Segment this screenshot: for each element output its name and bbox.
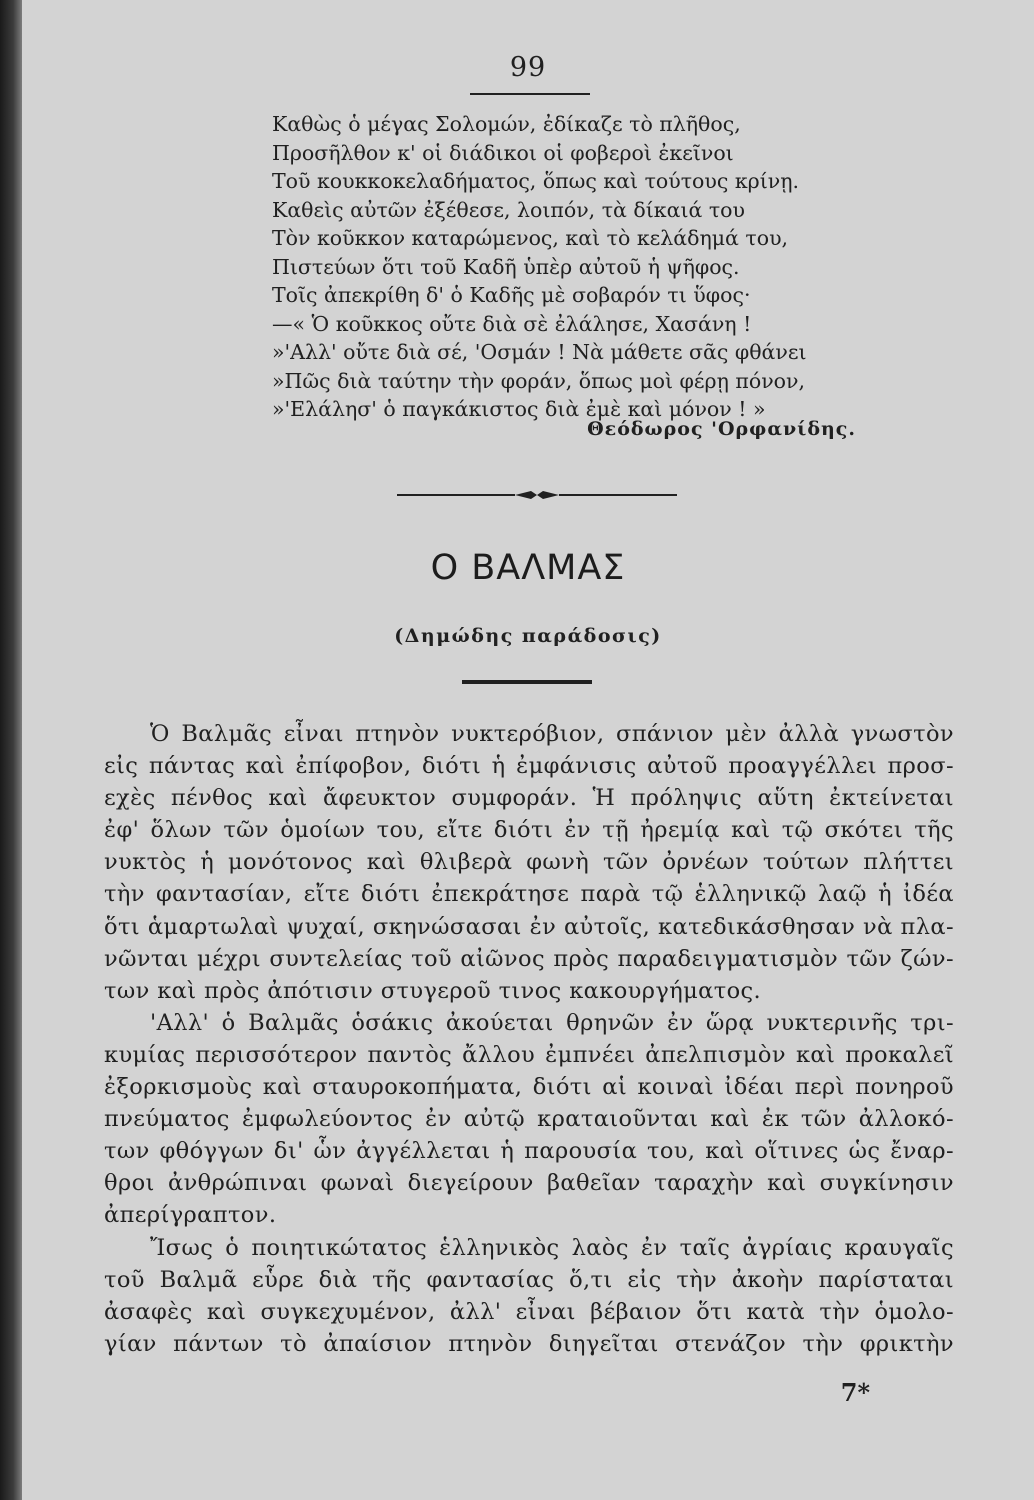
paragraph-line: κυμίας περισσότερον παντὸς ἄλλου ἐμπνέει ἀπελπισμὸν καὶ προκαλεῖ bbox=[104, 1041, 954, 1068]
paragraph-line: των φθόγγων δι' ὧν ἀγγέλλεται ἡ παρουσία του, καὶ οἵτινες ὡς ἔναρ- bbox=[104, 1138, 954, 1165]
poem-line: Καθεὶς αὐτῶν ἐξέθεσε, λοιπόν, τὰ δίκαιά του bbox=[272, 197, 745, 222]
paragraph-line: εἰς πάντας καὶ ἐπίφοβον, διότι ἡ ἐμφάνισις αὐτοῦ προαγγέλλει προσ- bbox=[104, 753, 954, 780]
page-number: 99 bbox=[509, 52, 547, 83]
page-number-rule bbox=[470, 93, 590, 95]
poem-block bbox=[272, 110, 892, 424]
paragraph-line: 'Αλλ' ὁ Βαλμᾶς ὁσάκις ἀκούεται θρηνῶν ἐν ὥρᾳ νυκτερινῆς τρι- bbox=[150, 1009, 954, 1036]
paragraph-line: τὴν φαντασίαν, εἴτε διότι ἐπεκράτησε παρὰ τῷ ἑλληνικῷ λαῷ ἡ ἰδέα bbox=[104, 881, 954, 908]
poem-line: Τοῖς ἀπεκρίθη δ' ὁ Καδῆς μὲ σοβαρόν τι ὕφος· bbox=[272, 283, 751, 307]
paragraph-line: ἀπερίγραπτον. bbox=[104, 1202, 277, 1229]
paragraph-line: ἐξορκισμοὺς καὶ σταυροκοπήματα, διότι αἱ κοιναὶ ἰδέαι περὶ πονηροῦ bbox=[104, 1074, 954, 1101]
book-spine-edge bbox=[0, 0, 22, 1500]
paragraph-line: ὅτι ἁμαρτωλαὶ ψυχαί, σκηνώσασαι ἐν αὐτοῖς, κατεδικάσθησαν νὰ πλα- bbox=[104, 913, 954, 940]
poem-line: »'Αλλ' οὔτε διὰ σέ, 'Οσμάν ! Νὰ μάθετε σᾶς φθάνει bbox=[272, 340, 807, 364]
paragraph-line: Ὁ Βαλμᾶς εἶναι πτηνὸν νυκτερόβιον, σπάνιον μὲν ἀλλὰ γνωστὸν bbox=[150, 721, 954, 747]
paragraph-line: Ἴσως ὁ ποιητικώτατος ἑλληνικὸς λαὸς ἐν ταῖς ἀγρίαις κραυγαῖς bbox=[150, 1234, 954, 1261]
poem-line: »'Ελάλησ' ὁ παγκάκιστος διὰ ἐμὲ καὶ μόνον ! » bbox=[272, 397, 766, 421]
signature-mark: 7* bbox=[840, 1378, 870, 1407]
article-body bbox=[104, 718, 954, 1360]
paragraph-line: ἀσαφὲς καὶ συγκεχυμένον, ἀλλ' εἶναι βέβαιον ὅτι κατὰ τὴν ὁμολο- bbox=[104, 1298, 954, 1325]
paragraph-line: τοῦ Βαλμᾶ εὗρε διὰ τῆς φαντασίας ὅ,τι εἰς τὴν ἀκοὴν παρίσταται bbox=[104, 1266, 954, 1293]
poem-line: —« Ὁ κοῦκκος οὔτε διὰ σὲ ἐλάλησε, Χασάνη ! bbox=[272, 311, 752, 336]
paragraph-line: γίαν πάντων τὸ ἀπαίσιον πτηνὸν διηγεῖται στενάζον τὴν φρικτὴν bbox=[104, 1330, 954, 1357]
poem-author: Θεόδωρος 'Ορφανίδης. bbox=[587, 418, 856, 440]
section-divider-ornament bbox=[397, 488, 677, 502]
title-rule bbox=[462, 680, 592, 684]
section-subtitle: (Δημώδης παράδοσις) bbox=[394, 625, 662, 647]
section-title: Ο ΒΑΛΜΑΣ bbox=[430, 548, 626, 588]
paragraph-line: νῶνται μέχρι συντελείας τοῦ αἰῶνος πρὸς παραδειγματισμὸν τῶν ζών- bbox=[104, 945, 954, 972]
poem-line: Πιστεύων ὅτι τοῦ Καδῆ ὑπὲρ αὐτοῦ ἡ ψῆφος. bbox=[272, 254, 740, 279]
scanned-page bbox=[22, 0, 1034, 1500]
poem-line: Καθὼς ὁ μέγας Σολομών, ἐδίκαζε τὸ πλῆθος, bbox=[272, 112, 741, 136]
paragraph-line: εχὲς πένθος καὶ ἄφευκτον συμφοράν. Ἡ πρόληψις αὕτη ἐκτείνεται bbox=[104, 785, 954, 812]
paragraph-line: πνεύματος ἐμφωλεύοντος ἐν αὐτῷ κραταιοῦνται καὶ ἐκ τῶν ἀλλοκό- bbox=[104, 1106, 954, 1133]
paragraph-line: νυκτὸς ἡ μονότονος καὶ θλιβερὰ φωνὴ τῶν ὀρνέων τούτων πλήττει bbox=[104, 849, 954, 876]
poem-line: Τοῦ κουκκοκελαδήματος, ὅπως καὶ τούτους κρίνῃ. bbox=[272, 169, 800, 193]
poem-line: Τὸν κοῦκκον καταρώμενος, καὶ τὸ κελάδημά του, bbox=[272, 226, 789, 250]
paragraph-line: θροι ἀνθρώπιναι φωναὶ διεγείρουν βαθεῖαν ταραχὴν καὶ συγκίνησιν bbox=[104, 1170, 954, 1197]
paragraph-line: ἐφ' ὅλων τῶν ὁμοίων του, εἴτε διότι ἐν τῇ ἠρεμίᾳ καὶ τῷ σκότει τῆς bbox=[104, 817, 954, 844]
poem-line: »Πῶς διὰ ταύτην τὴν φοράν, ὅπως μοὶ φέρῃ πόνον, bbox=[272, 368, 805, 393]
paragraph-line: των καὶ πρὸς ἀπότισιν στυγεροῦ τινος κακουργήματος. bbox=[104, 977, 762, 1004]
poem-line: Προσῆλθον κ' οἱ διάδικοι οἱ φοβεροὶ ἐκεῖνοι bbox=[272, 140, 734, 165]
